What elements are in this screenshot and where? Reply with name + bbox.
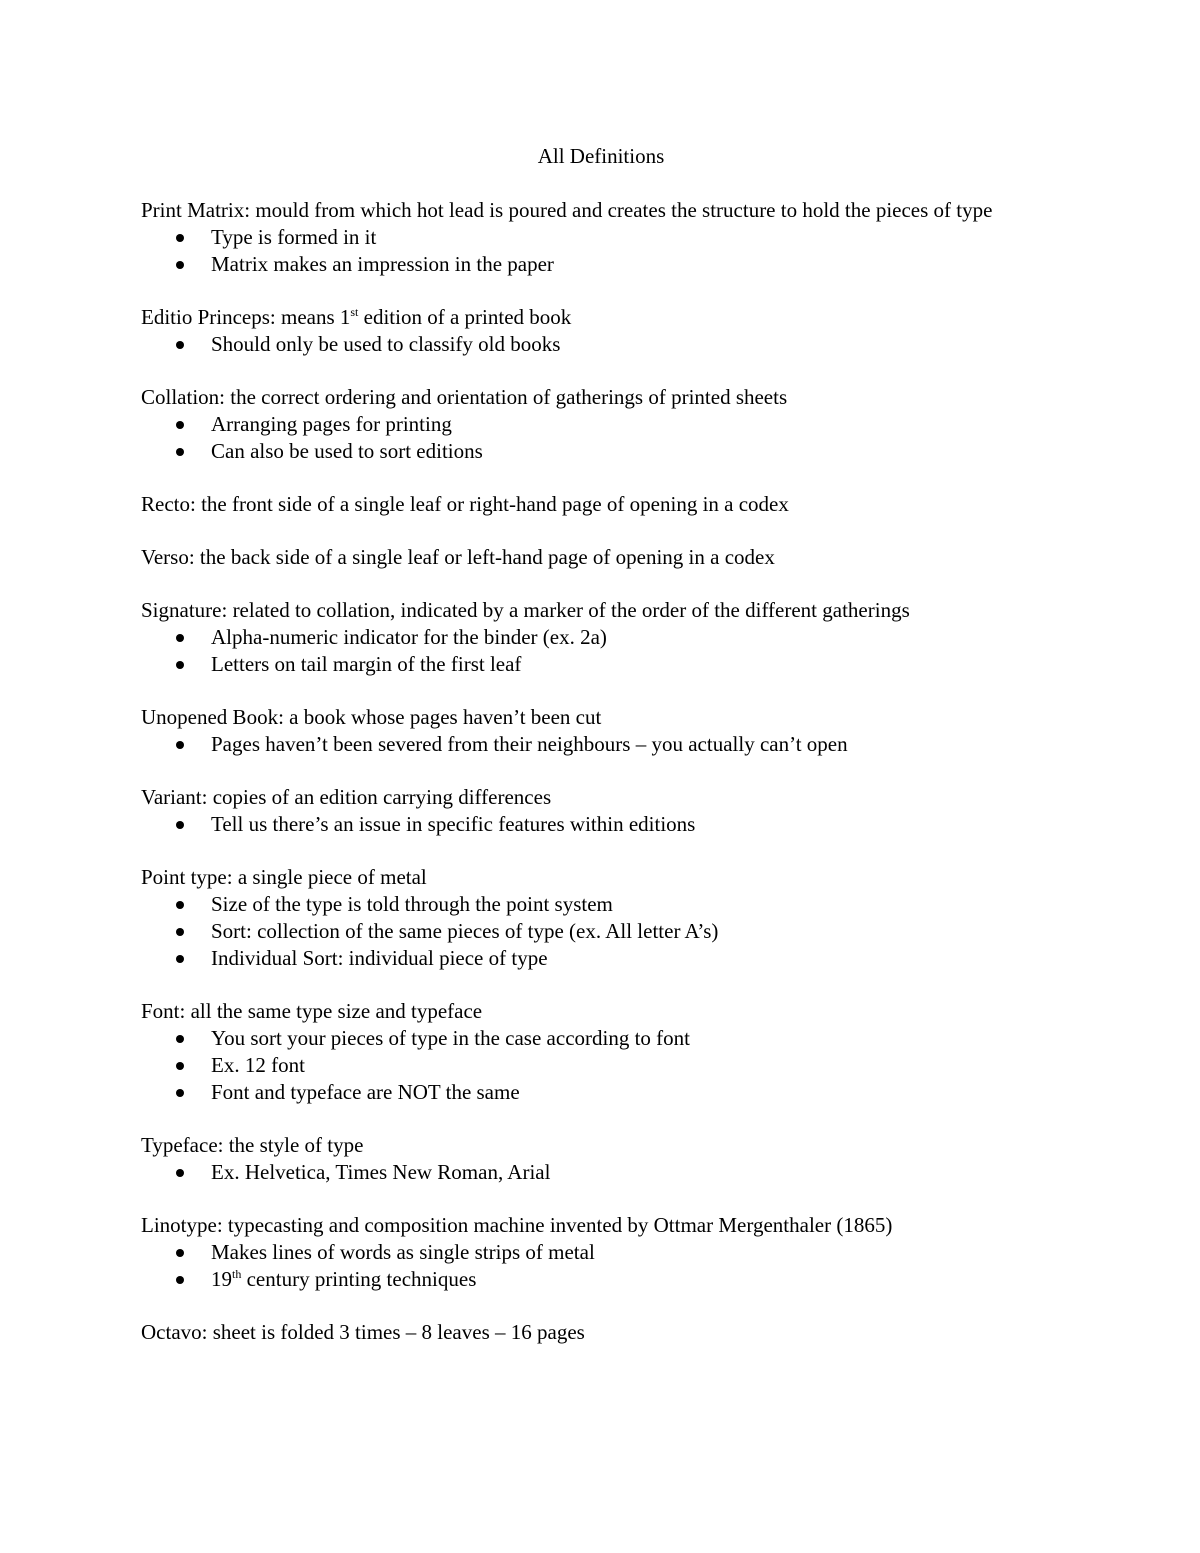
bullet-item: Alpha-numeric indicator for the binder (ex. 2a) — [141, 624, 1061, 651]
definition-text: Linotype: typecasting and composition machine invented by Ottmar Mergenthaler (1865) — [141, 1213, 893, 1237]
definition-text: Typeface: the style of type — [141, 1133, 364, 1157]
definition-entry — [141, 491, 1061, 518]
bullet-item: Pages haven’t been severed from their neighbours – you actually can’t open — [141, 731, 1061, 758]
bullet-item: Individual Sort: individual piece of type — [141, 945, 1061, 972]
bullet-list — [141, 224, 1061, 278]
bullet-item: Should only be used to classify old books — [141, 331, 1061, 358]
definition-text: Signature: related to collation, indicated by a marker of the order of the different gatherings — [141, 598, 910, 622]
bullet-list — [141, 411, 1061, 465]
definition-text-end: edition of a printed book — [358, 305, 572, 329]
definition-entry — [141, 544, 1061, 571]
bullet-item — [141, 1266, 1061, 1293]
definition-text: Collation: the correct ordering and orientation of gatherings of printed sheets — [141, 385, 788, 409]
definition-entry — [141, 1132, 1061, 1186]
bullet-text-start: 19 — [211, 1267, 232, 1291]
definition-text: Font: all the same type size and typeface — [141, 999, 483, 1023]
definition-entry — [141, 304, 1061, 358]
bullet-item: Ex. Helvetica, Times New Roman, Arial — [141, 1159, 1061, 1186]
document-content — [141, 141, 1061, 1372]
bullet-item: Can also be used to sort editions — [141, 438, 1061, 465]
definition-entry — [141, 864, 1061, 972]
bullet-list — [141, 624, 1061, 678]
bullet-list — [141, 331, 1061, 358]
definition-text: Print Matrix: mould from which hot lead is poured and creates the structure to hold the pieces of type — [141, 198, 993, 222]
ordinal-suffix: st — [350, 305, 359, 319]
bullet-item: Matrix makes an impression in the paper — [141, 251, 1061, 278]
bullet-item: Letters on tail margin of the first leaf — [141, 651, 1061, 678]
bullet-list — [141, 731, 1061, 758]
bullet-item: Sort: collection of the same pieces of type (ex. All letter A’s) — [141, 918, 1061, 945]
bullet-item: Arranging pages for printing — [141, 411, 1061, 438]
definition-text: Point type: a single piece of metal — [141, 865, 427, 889]
bullet-list — [141, 1025, 1061, 1106]
definition-text-start: Editio Princeps: means 1 — [141, 305, 351, 329]
definition-text — [141, 304, 1061, 331]
definition-entry — [141, 784, 1061, 838]
definition-entry — [141, 998, 1061, 1106]
definition-text: Unopened Book: a book whose pages haven’t been cut — [141, 705, 602, 729]
bullet-item: Ex. 12 font — [141, 1052, 1061, 1079]
definition-entry — [141, 597, 1061, 678]
definition-entry — [141, 197, 1061, 278]
bullet-item: Size of the type is told through the point system — [141, 891, 1061, 918]
bullet-item: Font and typeface are NOT the same — [141, 1079, 1061, 1106]
definition-entry — [141, 704, 1061, 758]
definition-entry — [141, 384, 1061, 465]
bullet-item: Type is formed in it — [141, 224, 1061, 251]
page-title: All Definitions — [537, 144, 665, 168]
bullet-item: Tell us there’s an issue in specific features within editions — [141, 811, 1061, 838]
definition-entry — [141, 1319, 1061, 1346]
definition-text: Recto: the front side of a single leaf or right-hand page of opening in a codex — [141, 492, 789, 516]
definition-entry — [141, 1212, 1061, 1293]
definition-text: Verso: the back side of a single leaf or left-hand page of opening in a codex — [141, 545, 775, 569]
bullet-item: Makes lines of words as single strips of metal — [141, 1239, 1061, 1266]
ordinal-suffix: th — [232, 1267, 242, 1281]
bullet-list — [141, 1159, 1061, 1186]
bullet-item: You sort your pieces of type in the case according to font — [141, 1025, 1061, 1052]
definition-text: Octavo: sheet is folded 3 times – 8 leaves – 16 pages — [141, 1320, 585, 1344]
bullet-list — [141, 811, 1061, 838]
bullet-text-end: century printing techniques — [241, 1267, 477, 1291]
bullet-list — [141, 1239, 1061, 1293]
definition-text: Variant: copies of an edition carrying differences — [141, 785, 552, 809]
bullet-list — [141, 891, 1061, 972]
